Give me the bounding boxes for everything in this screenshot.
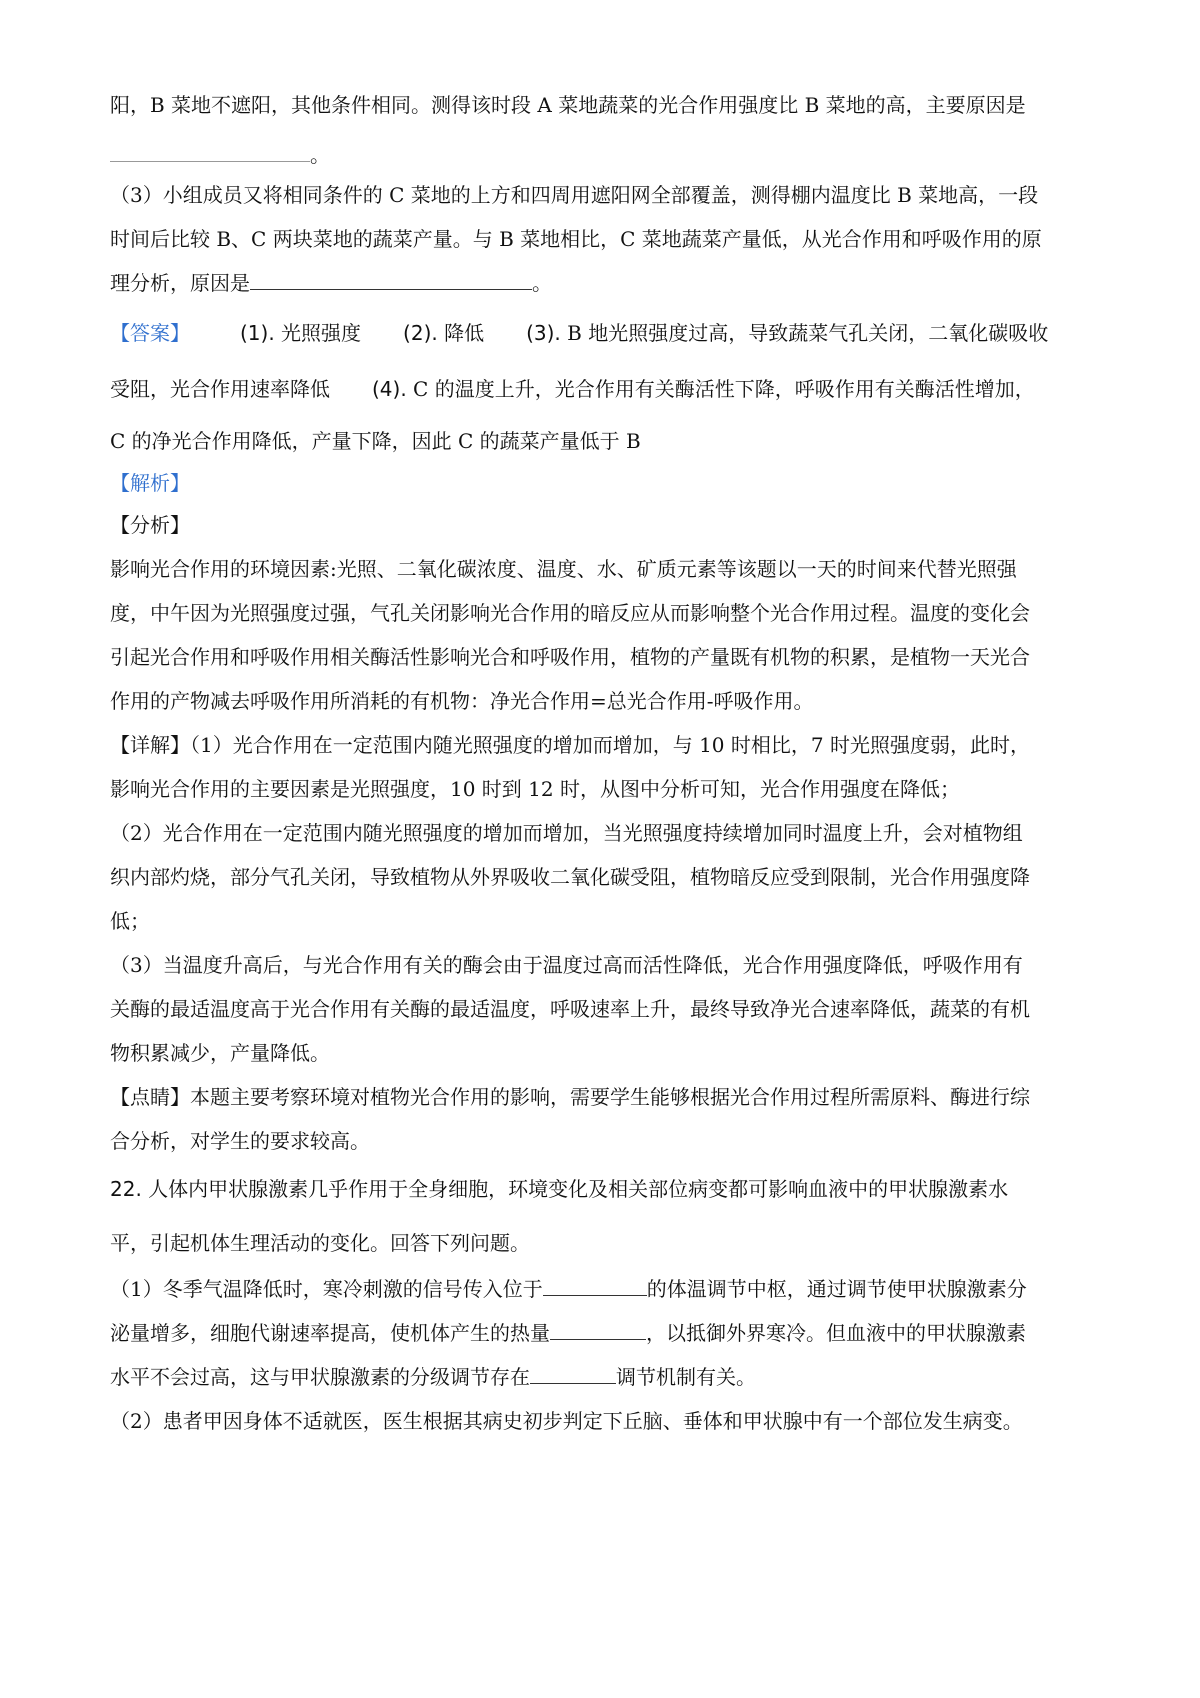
- q22-part1-text: ，以抵御外界寒冷。但血液中的甲状腺激素: [646, 1321, 1026, 1345]
- answer-1-num: (1).: [240, 321, 275, 345]
- answer-line3: C 的净光合作用降低，产量下降，因此 C 的蔬菜产量低于 B: [110, 429, 641, 453]
- fenxi-line: 作用的产物减去呼吸作用所消耗的有机物：净光合作用=总光合作用-呼吸作用。: [110, 689, 814, 713]
- q22-part1-line1: [110, 1274, 1100, 1304]
- answer-2: 降低: [444, 321, 485, 345]
- answer-3-line2: 受阻，光合作用速率降低: [110, 377, 330, 401]
- xiangjie-line: 关酶的最适温度高于光合作用有关酶的最适温度，呼吸速率上升，最终导致净光合速率降低，蔬菜的有机: [110, 997, 1030, 1021]
- fenxi-line: 影响光合作用的环境因素:光照、二氧化碳浓度、温度、水、矿质元素等该题以一天的时间来代替光照强: [110, 557, 1017, 581]
- xiangjie-line1: [110, 730, 1100, 760]
- xiangjie-line: 织内部灼烧，部分气孔关闭，导致植物从外界吸收二氧化碳受阻，植物暗反应受到限制，光合作用强度降: [110, 865, 1030, 889]
- answer-blank[interactable]: [543, 1277, 647, 1296]
- q22-part1-text: 调节机制有关。: [616, 1365, 756, 1389]
- q21-line2-end: 。: [310, 143, 330, 167]
- q21-part3-line1: （3）小组成员又将相同条件的 C 菜地的上方和四周用遮阳网全部覆盖，测得棚内温度比 B 菜地高，一段: [110, 183, 1039, 207]
- answer-blank[interactable]: [550, 1321, 646, 1340]
- fenxi-line: 引起光合作用和呼吸作用相关酶活性影响光合和呼吸作用，植物的产量既有机物的积累，是植物一天光合: [110, 645, 1030, 669]
- q21-part3-line3: [110, 268, 1100, 298]
- dianjing-text: 本题主要考察环境对植物光合作用的影响，需要学生能够根据光合作用过程所需原料、酶进行综: [190, 1085, 1030, 1109]
- q22-stem-line2: 平，引起机体生理活动的变化。回答下列问题。: [110, 1231, 530, 1255]
- xiangjie-text: （1）光合作用在一定范围内随光照强度的增加而增加，与 10 时相比，7 时光照强度弱，此时，: [190, 733, 1030, 757]
- q22-part1-line2: [110, 1318, 1100, 1348]
- answer-blank[interactable]: [110, 143, 310, 162]
- q22-part1-text: 泌量增多，细胞代谢速率提高，使机体产生的热量: [110, 1321, 550, 1345]
- answer-3-num: (3).: [526, 321, 561, 345]
- answer-line2: [110, 374, 1100, 404]
- q21-line2: [110, 140, 1100, 170]
- answer-blank[interactable]: [250, 271, 532, 290]
- xiangjie-line: 低；: [110, 909, 150, 933]
- q22-part1-line3: [110, 1362, 1100, 1392]
- analysis-tag: 【解析】: [110, 471, 190, 495]
- answer-4-line1: C 的温度上升，光合作用有关酶活性下降，呼吸作用有关酶活性增加，: [413, 377, 1035, 401]
- fenxi-line: 度，中午因为光照强度过强，气孔关闭影响光合作用的暗反应从而影响整个光合作用过程。温度的变化会: [110, 601, 1030, 625]
- q21-part3-line2: 时间后比较 B、C 两块菜地的蔬菜产量。与 B 菜地相比，C 菜地蔬菜产量低，从光合作用和呼吸作用的原: [110, 227, 1042, 251]
- q22-number: 22.: [110, 1177, 142, 1201]
- q22-part2-line1: （2）患者甲因身体不适就医，医生根据其病史初步判定下丘脑、垂体和甲状腺中有一个部位发生病变。: [110, 1409, 1023, 1433]
- dianjing-line1: [110, 1082, 1100, 1112]
- q22-stem-line1: [110, 1174, 1100, 1204]
- xiangjie-line: （3）当温度升高后，与光合作用有关的酶会由于温度过高而活性降低，光合作用强度降低，呼吸作用有: [110, 953, 1023, 977]
- q22-part1-text: （1）冬季气温降低时，寒冷刺激的信号传入位于: [110, 1277, 543, 1301]
- q21-part3-line3-end: 。: [532, 271, 552, 295]
- answer-2-num: (2).: [403, 321, 438, 345]
- xiangjie-tag: 【详解】: [110, 733, 190, 757]
- answer-tag: 【答案】: [110, 321, 190, 345]
- q21-part3-line3-start: 理分析，原因是: [110, 271, 250, 295]
- dianjing-line: 合分析，对学生的要求较高。: [110, 1129, 370, 1153]
- xiangjie-line: 影响光合作用的主要因素是光照强度，10 时到 12 时，从图中分析可知，光合作用强度在降低；: [110, 777, 960, 801]
- xiangjie-line: 物积累减少，产量降低。: [110, 1041, 330, 1065]
- q22-stem-text: 人体内甲状腺激素几乎作用于全身细胞，环境变化及相关部位病变都可影响血液中的甲状腺激素水: [148, 1177, 1009, 1201]
- q21-line1: 阳，B 菜地不遮阳，其他条件相同。测得该时段 A 菜地蔬菜的光合作用强度比 B 菜地的高，主要原因是: [110, 93, 1026, 117]
- answer-3-line1: B 地光照强度过高，导致蔬菜气孔关闭，二氧化碳吸收: [567, 321, 1049, 345]
- answer-blank[interactable]: [530, 1365, 616, 1384]
- answer-4-num: (4).: [372, 377, 407, 401]
- answer-line1: [110, 318, 1100, 348]
- xiangjie-line: （2）光合作用在一定范围内随光照强度的增加而增加，当光照强度持续增加同时温度上升，会对植物组: [110, 821, 1023, 845]
- q22-part1-text: 水平不会过高，这与甲状腺激素的分级调节存在: [110, 1365, 530, 1389]
- fenxi-tag: 【分析】: [110, 513, 190, 537]
- q22-part1-text: 的体温调节中枢，通过调节使甲状腺激素分: [646, 1277, 1027, 1301]
- dianjing-tag: 【点睛】: [110, 1085, 190, 1109]
- answer-1: 光照强度: [281, 321, 362, 345]
